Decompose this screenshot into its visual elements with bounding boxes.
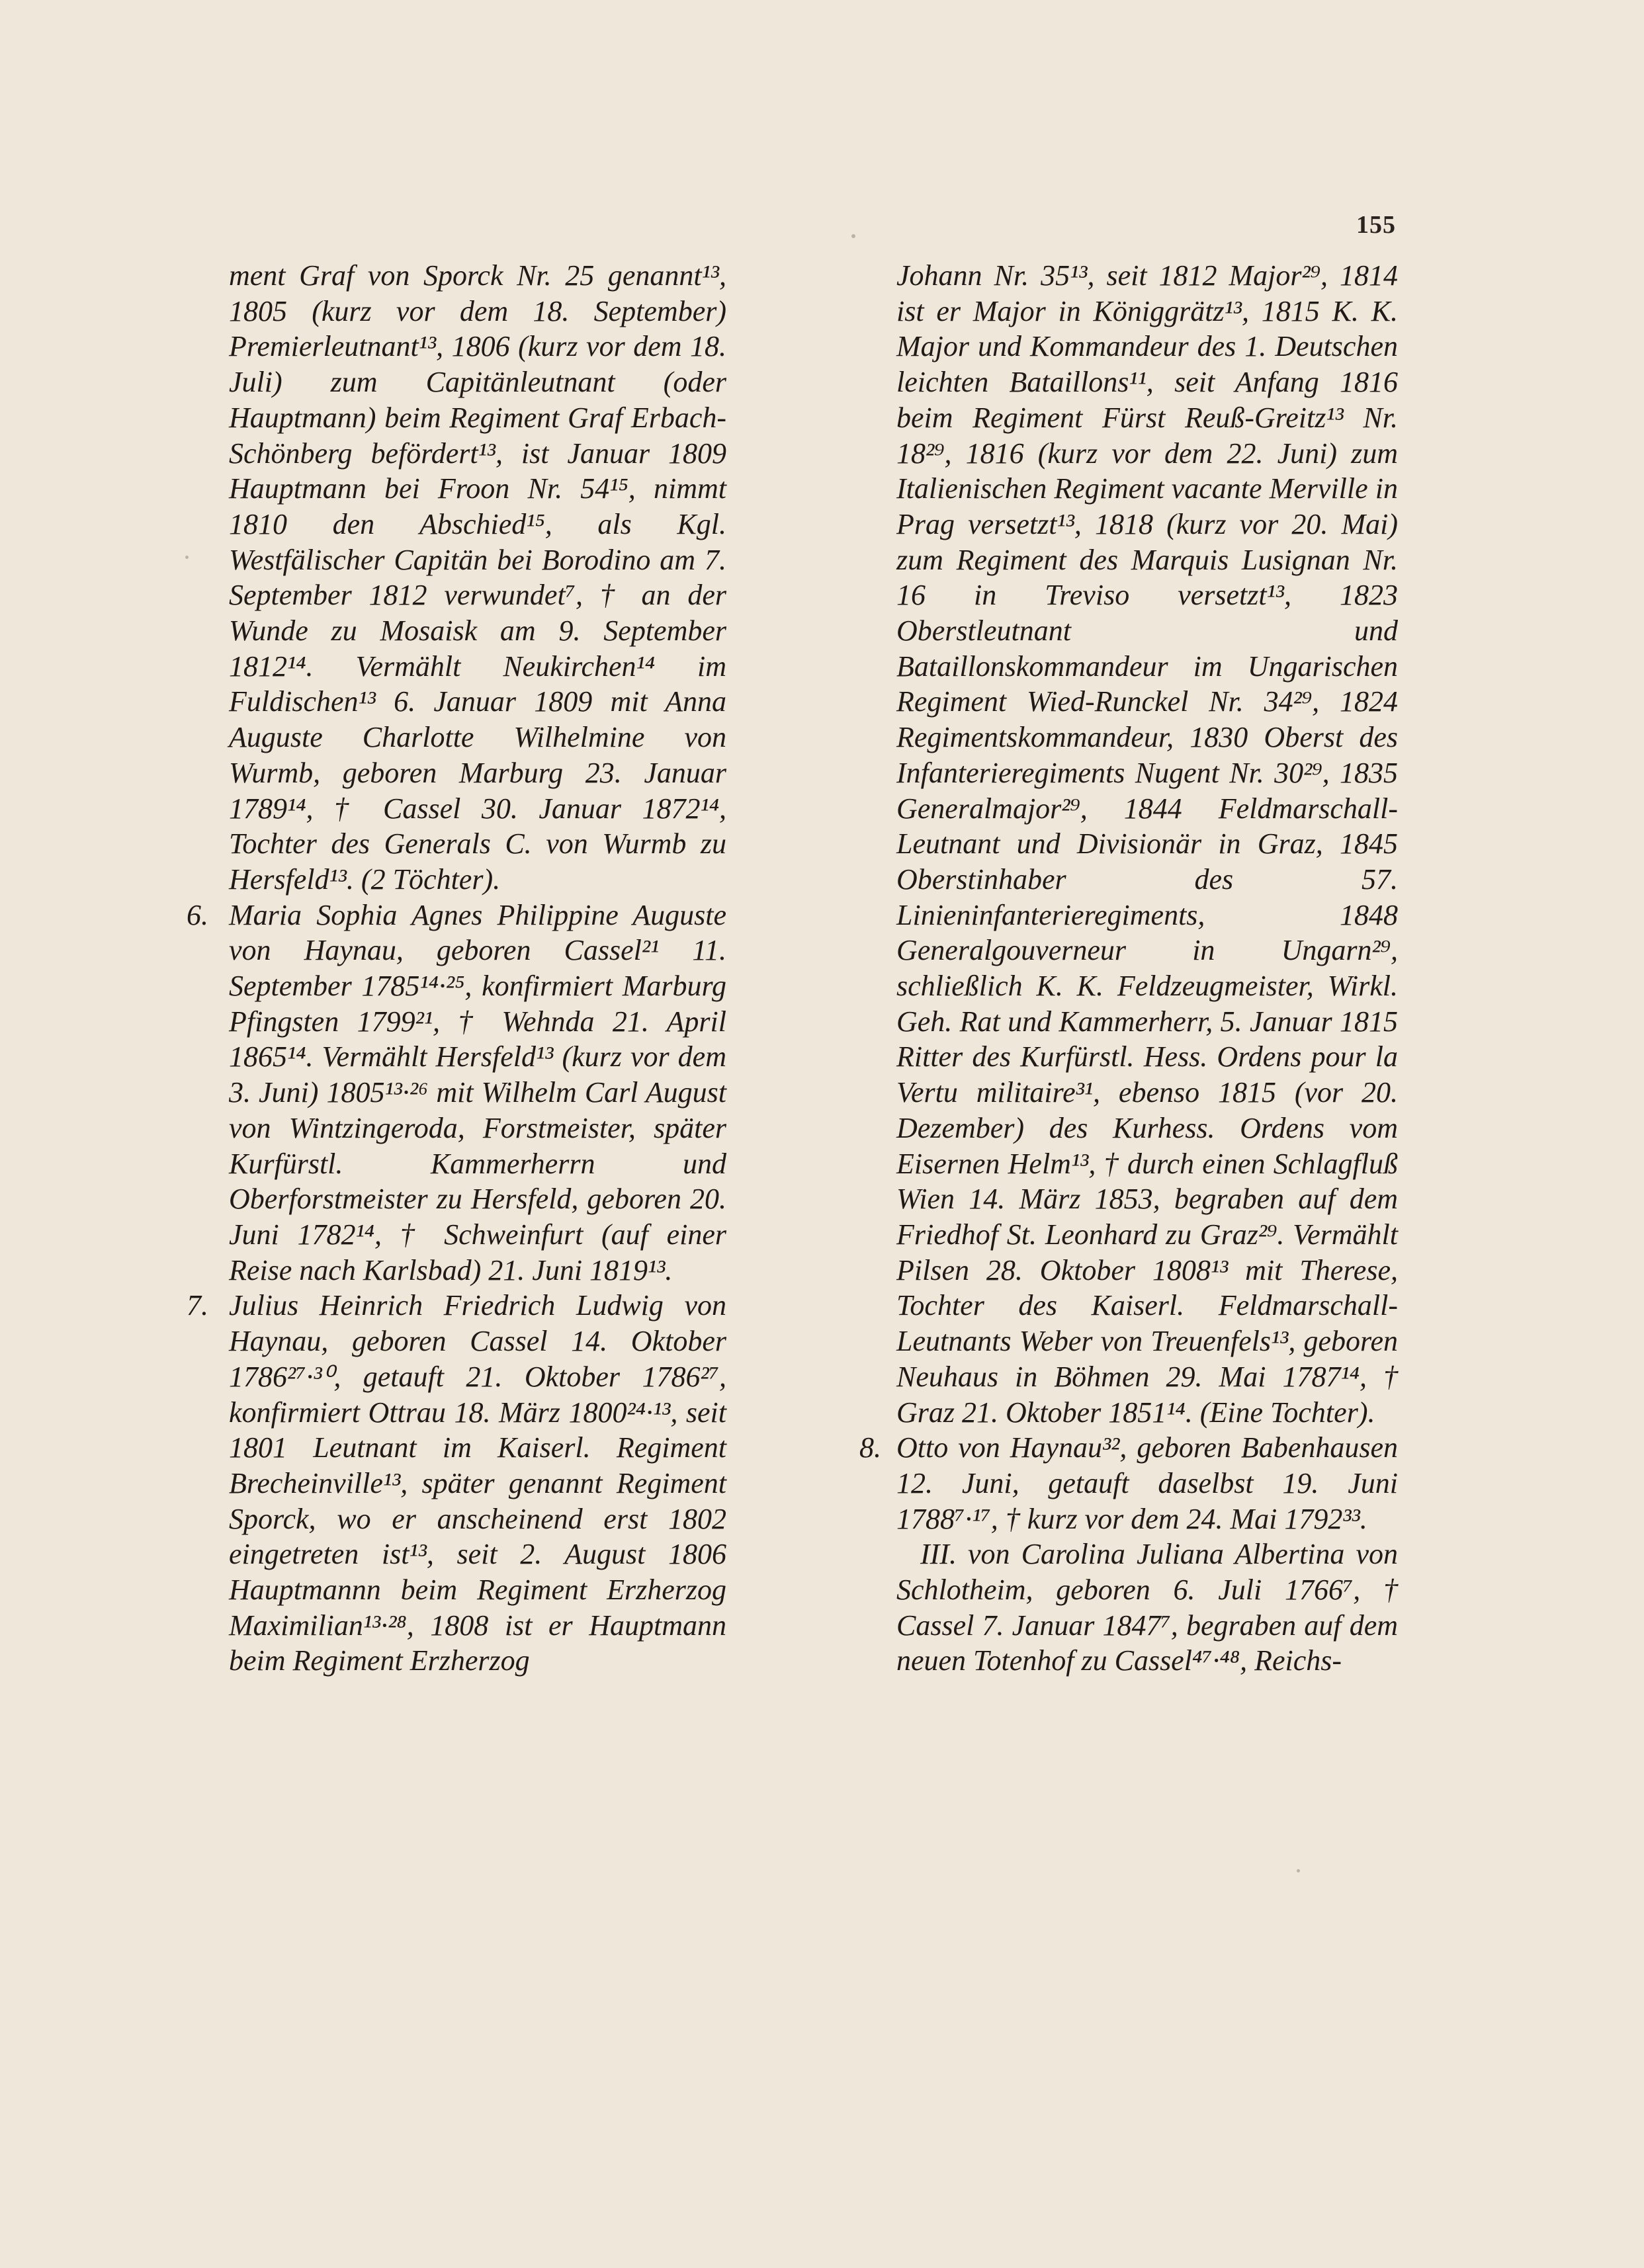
- entry-6-number: 6.: [187, 898, 208, 931]
- right-continuation-paragraph: Johann Nr. 35¹³, seit 1812 Major²⁹, 1814 ist er Major in Königgrätz¹³, 1815 K. K. Major und Kommandeur des 1. Deutschen leichten Bataillons¹¹, seit Anfang 1816 beim Regiment Fürst Reuß-Greitz¹³ Nr. 18²⁹, 1816 (kurz vor dem 22. Juni) zum Italienischen Regiment vacante Merville in Prag versetzt¹³, 1818 (kurz vor 20. Mai) zum Regiment des Marquis Lusignan Nr. 16 in Treviso versetzt¹³, 1823 Oberstleutnant und Bataillonskommandeur im Ungarischen Regiment Wied-Runckel Nr. 34²⁹, 1824 Regimentskommandeur, 1830 Oberst des Infanterieregiments Nugent Nr. 30²⁹, 1835 Generalmajor²⁹, 1844 Feldmarschall-Leutnant und Divisionär in Graz, 1845 Oberstinhaber des 57. Linieninfanterieregiments, 1848 Generalgouverneur in Ungarn²⁹, schließlich K. K. Feldzeugmeister, Wirkl. Geh. Rat und Kammerherr, 5. Januar 1815 Ritter des Kurfürstl. Hess. Ordens pour la Vertu militaire³¹, ebenso 1815 (vor 20. Dezember) des Kurhess. Ordens vom Eisernen Helm¹³, † durch einen Schlagfluß Wien 14. März 1853, begraben auf dem Friedhof St. Leonhard zu Graz²⁹. Vermählt Pilsen 28. Oktober 1808¹³ mit Therese, Tochter des Kaiserl. Feldmarschall-Leutnants Weber von Treuenfels¹³, geboren Neuhaus in Böhmen 29. Mai 1787¹⁴, † Graz 21. Oktober 1851¹⁴. (Eine Tochter).: [896, 259, 1398, 1429]
- entry-8: [859, 1430, 1398, 1536]
- left-continuation-paragraph: ment Graf von Sporck Nr. 25 genannt¹³, 1805 (kurz vor dem 18. September) Premierleutnant¹³, 1806 (kurz vor dem 18. Juli) zum Capitänleutnant (oder Hauptmann) beim Regiment Graf Erbach-Schönberg befördert¹³, ist Januar 1809 Hauptmann bei Froon Nr. 54¹⁵, nimmt 1810 den Abschied¹⁵, als Kgl. Westfälischer Capitän bei Borodino am 7. September 1812 verwundet⁷, † an der Wunde zu Mosaisk am 9. September 1812¹⁴. Vermählt Neukirchen¹⁴ im Fuldischen¹³ 6. Januar 1809 mit Anna Auguste Charlotte Wilhelmine von Wurmb, geboren Marburg 23. Januar 1789¹⁴, † Cassel 30. Januar 1872¹⁴, Tochter des Generals C. von Wurmb zu Hersfeld¹³. (2 Töchter).: [229, 259, 726, 896]
- entry-7: [187, 1288, 726, 1679]
- paper-speck: [185, 556, 189, 559]
- right-column: [859, 258, 1398, 1679]
- left-column: [187, 258, 726, 1679]
- paper-speck: [851, 234, 855, 238]
- entry-7-text: Julius Heinrich Friedrich Ludwig von Haynau, geboren Cassel 14. Oktober 1786²⁷·³⁰, getauft 21. Oktober 1786²⁷, konfirmiert Ottrau 18. März 1800²⁴·¹³, seit 1801 Leutnant im Kaiserl. Regiment Brecheinville¹³, später genannt Regiment Sporck, wo er anscheinend erst 1802 eingetreten ist¹³, seit 2. August 1806 Hauptmannn beim Regiment Erzherzog Maximilian¹³·²⁸, 1808 ist er Hauptmann beim Regiment Erzherzog: [229, 1289, 726, 1677]
- section-iii-paragraph: III. von Carolina Juliana Albertina von Schlotheim, geboren 6. Juli 1766⁷, † Cassel 7. Januar 1847⁷, begraben auf dem neuen Totenhof zu Cassel⁴⁷·⁴⁸, Reichs-: [896, 1538, 1398, 1677]
- entry-8-number: 8.: [859, 1431, 881, 1464]
- entry-7-number: 7.: [187, 1289, 208, 1322]
- paper-speck: [1297, 1869, 1300, 1872]
- page-number: 155: [1356, 211, 1396, 239]
- entry-8-text: Otto von Haynau³², geboren Babenhausen 12. Juni, getauft daselbst 19. Juni 1788⁷·¹⁷, † kurz vor dem 24. Mai 1792³³.: [896, 1431, 1398, 1535]
- entry-6-text: Maria Sophia Agnes Philippine Auguste von Haynau, geboren Cassel²¹ 11. September 1785¹⁴·²⁵, konfirmiert Marburg Pfingsten 1799²¹, † Wehnda 21. April 1865¹⁴. Vermählt Hersfeld¹³ (kurz vor dem 3. Juni) 1805¹³·²⁶ mit Wilhelm Carl August von Wintzingeroda, Forstmeister, später Kurfürstl. Kammerherrn und Oberforstmeister zu Hersfeld, geboren 20. Juni 1782¹⁴, † Schweinfurt (auf einer Reise nach Karlsbad) 21. Juni 1819¹³.: [229, 898, 726, 1286]
- entry-6: [187, 898, 726, 1288]
